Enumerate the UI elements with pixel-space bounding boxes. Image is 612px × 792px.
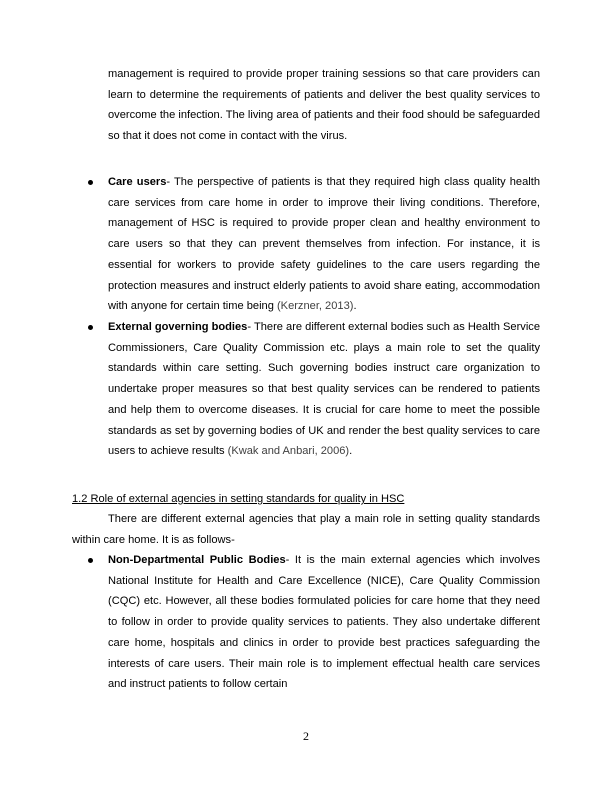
citation: (Kwak and Anbari, 2006) (227, 445, 350, 458)
bullet-icon (88, 325, 93, 330)
section-heading: 1.2 Role of external agencies in setting standards for quality in HSC (72, 493, 405, 505)
bullet-tail: . (349, 445, 353, 458)
bullet-icon (88, 558, 93, 563)
bullet-term: Non-Departmental Public Bodies (108, 554, 286, 566)
bullet-text (108, 550, 540, 695)
continuation-paragraph: management is required to provide proper training sessions so that care providers can learn to determine the requirements of patients and deliver the best quality services to overcome the infection. The living area of patients and their food should be safeguarded so that it does not come in contact with the virus. (108, 68, 540, 143)
bullet-text (108, 172, 540, 317)
bullet-text (108, 317, 540, 462)
section-intro: There are different external agencies that play a main role in setting quality standards within care home. It is as follows- (72, 513, 540, 546)
bullet-icon (88, 180, 93, 185)
page-number: 2 (303, 729, 309, 743)
bullet-body: - There are different external bodies such as Health Service Commissioners, Care Quality Commission etc. plays a main role to set the quality standards within care setting. Such governing bodies instruct care organization to undertake proper measures so that best quality services can be rendered to patients and help them to overcome diseases. It is crucial for care home to meet the possible standards as set by governing bodies of UK and render the best quality services to care users to achieve results (108, 321, 540, 458)
citation: (Kerzner, 2013) (276, 300, 354, 313)
bullet-tail: . (353, 300, 357, 313)
bullet-body: - The perspective of patients is that they required high class quality health care services from care home in order to improve their living conditions. Therefore, management of HSC is required to provide proper clean and healthy environment to care users so that they can prevent themselves from infection. For instance, it is essential for workers to provide safety guidelines to the care users regarding the protection measures and instruct elderly patients to avoid share eating, accommodation with anyone for certain time being (108, 176, 540, 313)
bullet-body: - It is the main external agencies which involves National Institute for Health and Care Excellence (NICE), Care Quality Commission (CQC) etc. However, all these bodies formulated policies for care home that they need to follow in order to provide quality services to patients. They also undertake different care home, hospitals and clinics in order to provide best practices safeguarding the interests of care users. Their main role is to implement effectual health care services and instruct patients to follow certain (108, 554, 541, 691)
bullet-term: Care users (108, 176, 167, 188)
bullet-term: External governing bodies (108, 321, 248, 333)
